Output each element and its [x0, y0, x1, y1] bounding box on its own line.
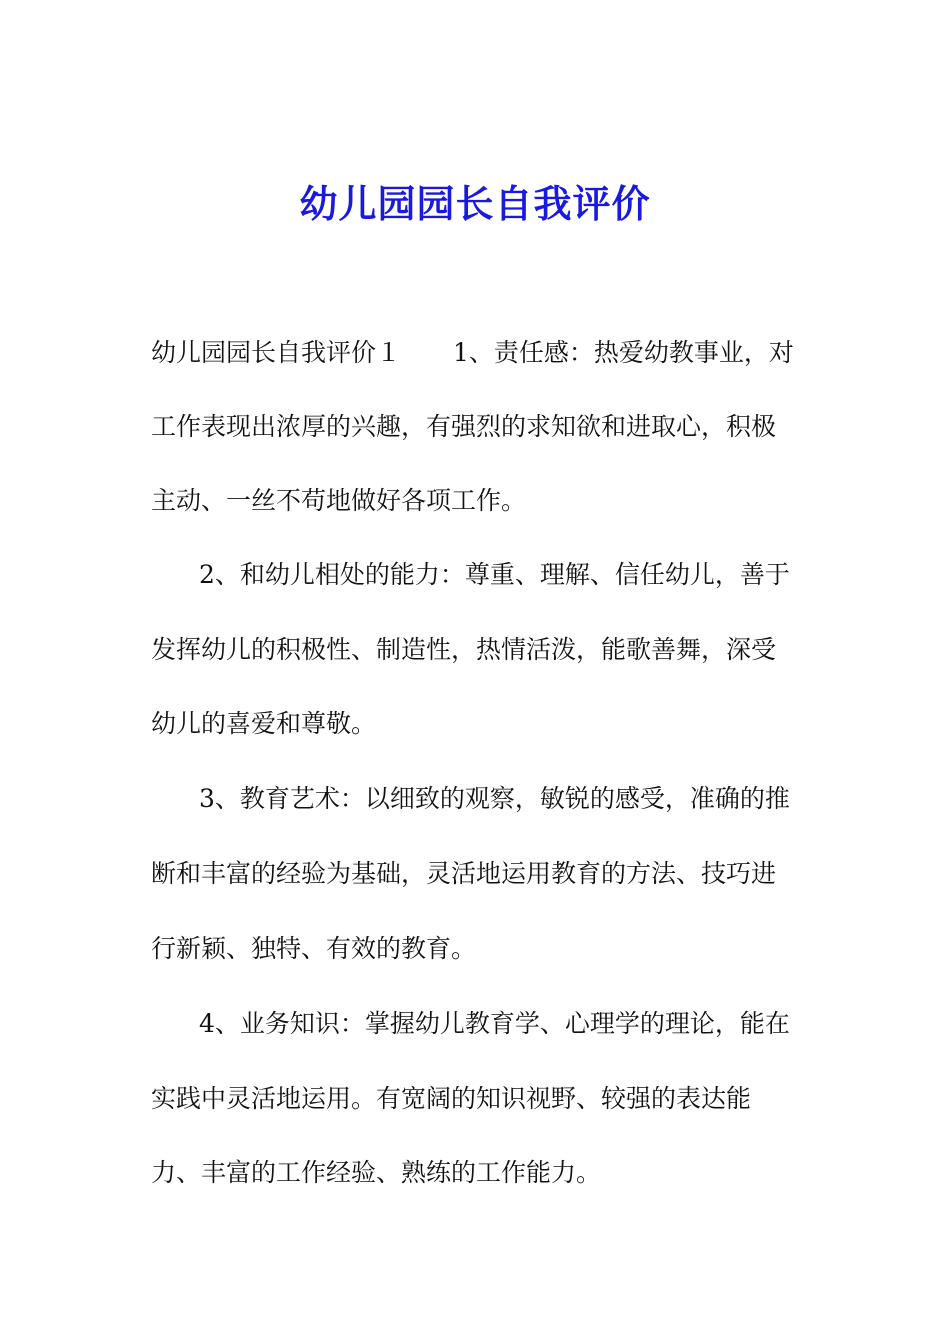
section-heading-inline: 幼儿园园长自我评价１ — [151, 338, 402, 367]
text-line-11: 实践中灵活地运用。有宽阔的知识视野、较强的表达能 — [151, 1084, 752, 1113]
document-title: 幼儿园园长自我评价 — [299, 181, 651, 226]
text-line-1 — [151, 333, 794, 373]
text-line-8: 断和丰富的经验为基础，灵活地运用教育的方法、技巧进 — [151, 859, 777, 888]
text-line-4: 2、和幼儿相处的能力：尊重、理解、信任幼儿，善于 — [199, 560, 790, 589]
text-line-7: 3、教育艺术：以细致的观察，敏锐的感受，准确的推 — [199, 784, 790, 813]
text-line-6: 幼儿的喜爱和尊敬。 — [151, 709, 377, 738]
line-text: 1、责任感：热爱幼教事业，对 — [453, 338, 794, 367]
text-line-5: 发挥幼儿的积极性、制造性，热情活泼，能歌善舞，深受 — [151, 635, 777, 664]
text-line-9: 行新颖、独特、有效的教育。 — [151, 934, 477, 963]
text-line-10: 4、业务知识：掌握幼儿教育学、心理学的理论，能在 — [199, 1009, 790, 1038]
text-line-2: 工作表现出浓厚的兴趣，有强烈的求知欲和进取心，积极 — [151, 412, 777, 441]
text-line-12: 力、丰富的工作经验、熟练的工作能力。 — [151, 1158, 602, 1187]
text-line-3: 主动、一丝不苟地做好各项工作。 — [151, 486, 527, 515]
